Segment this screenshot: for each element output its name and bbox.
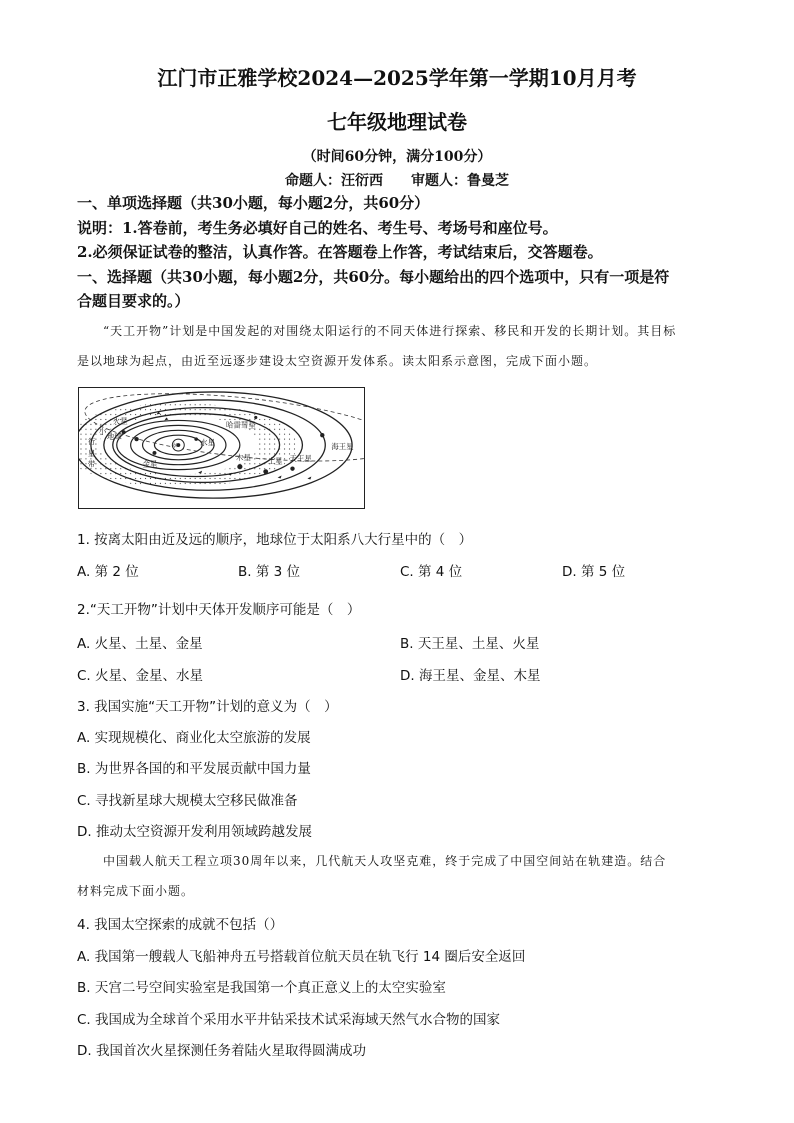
question-3-stem: 3. 我国实施“天工开物”计划的意义为（ ） xyxy=(77,699,338,715)
label-saturn: 土星 xyxy=(267,456,283,466)
label-mars: 火星 xyxy=(112,416,128,426)
section-heading: 一、单项选择题（共30小题，每小题2分，共60分） xyxy=(77,194,430,212)
note-2: 2.必须保证试卷的整洁，认真作答。在答题卷上作答，考试结束后，交答题卷。 xyxy=(77,243,603,261)
label-mercury: 水星 xyxy=(200,438,216,448)
question-2-stem: 2.“天工开物”计划中天体开发顺序可能是（ ） xyxy=(77,602,361,618)
label-earth: 地球 xyxy=(106,432,122,442)
label-belt-1: 小 xyxy=(98,427,107,437)
question-3-option-a[interactable]: A. 实现规模化、商业化太空旅游的发展 xyxy=(77,730,311,746)
section-heading-2-line-2: 合题目要求的。） xyxy=(77,292,190,310)
planet-earth xyxy=(134,437,138,441)
label-uranus: 天王星 xyxy=(289,453,312,463)
label-belt-3: 星 xyxy=(87,448,96,458)
passage2-line-1: 中国载人航天工程立项30周年以来，几代航天人攻坚克难，终于完成了中国空间站在轨建造。结合 xyxy=(103,854,667,868)
passage2-line-2: 材料完成下面小题。 xyxy=(77,884,195,898)
question-4-option-c[interactable]: C. 我国成为全球首个采用水平井钻采技术试采海域天然气水合物的国家 xyxy=(77,1012,501,1028)
solar-system-diagram xyxy=(78,387,365,509)
planet-mars xyxy=(122,430,126,434)
label-belt-2: 行 xyxy=(87,437,96,447)
planet-saturn xyxy=(263,469,268,474)
planet-jupiter xyxy=(237,464,242,469)
passage1-line-1: “天工开物”计划是中国发起的对围绕太阳运行的不同天体进行探索、移民和开发的长期计划。其目标 xyxy=(103,324,677,338)
passage1-line-2: 是以地球为起点，由近至远逐步建设太空资源开发体系。读太阳系示意图，完成下面小题。 xyxy=(77,354,598,368)
planet-neptune xyxy=(320,433,324,437)
label-venus: 金星 xyxy=(142,459,158,469)
question-2-option-a[interactable]: A. 火星、土星、金星 xyxy=(77,636,203,652)
time-score: （时间60分钟，满分100分） xyxy=(302,149,492,165)
note-1: 说明：1.答卷前，考生务必填好自己的姓名、考生号、考场号和座位号。 xyxy=(77,219,558,237)
question-1-option-b[interactable]: B. 第 3 位 xyxy=(238,564,301,580)
label-comet: 哈雷彗星 xyxy=(225,420,256,430)
label-jupiter: 木星 xyxy=(235,452,251,462)
question-1-option-d[interactable]: D. 第 5 位 xyxy=(562,564,626,580)
question-3-option-b[interactable]: B. 为世界各国的和平发展贡献中国力量 xyxy=(77,761,311,777)
label-sun: ☼ xyxy=(171,441,179,450)
question-4-option-a[interactable]: A. 我国第一艘载人飞船神舟五号搭载首位航天员在轨飞行 14 圈后安全返回 xyxy=(77,949,526,965)
question-1-stem: 1. 按离太阳由近及远的顺序，地球位于太阳系八大行星中的（ ） xyxy=(77,532,473,548)
question-3-option-d[interactable]: D. 推动太空资源开发利用领域跨越发展 xyxy=(77,824,312,840)
section-heading-2-line-1: 一、选择题（共30小题，每小题2分，共60分。每小题给出的四个选项中，只有一项是符 xyxy=(77,268,670,286)
question-1-option-c[interactable]: C. 第 4 位 xyxy=(400,564,463,580)
exam-subject: 七年级地理试卷 xyxy=(327,110,467,134)
planet-venus xyxy=(152,451,156,455)
question-2-option-b[interactable]: B. 天王星、土星、火星 xyxy=(400,636,540,652)
label-neptune: 海王星 xyxy=(331,442,354,451)
exam-title: 江门市正雅学校2024—2025学年第一学期10月月考 xyxy=(157,66,637,90)
question-2-option-d[interactable]: D. 海王星、金星、木星 xyxy=(400,668,541,684)
question-2-option-c[interactable]: C. 火星、金星、水星 xyxy=(77,668,204,684)
authors: 命题人：汪衍西 审题人：鲁曼芝 xyxy=(285,173,509,189)
question-3-option-c[interactable]: C. 寻找新星球大规模太空移民做准备 xyxy=(77,793,298,809)
label-belt-4: 带 xyxy=(87,459,96,469)
question-4-stem: 4. 我国太空探索的成就不包括（） xyxy=(77,917,284,933)
comet-head xyxy=(254,416,257,419)
question-4-option-b[interactable]: B. 天宫二号空间实验室是我国第一个真正意义上的太空实验室 xyxy=(77,980,446,996)
planet-mercury xyxy=(194,437,198,441)
question-4-option-d[interactable]: D. 我国首次火星探测任务着陆火星取得圆满成功 xyxy=(77,1043,366,1059)
question-1-option-a[interactable]: A. 第 2 位 xyxy=(77,564,139,580)
planet-uranus xyxy=(290,466,294,470)
